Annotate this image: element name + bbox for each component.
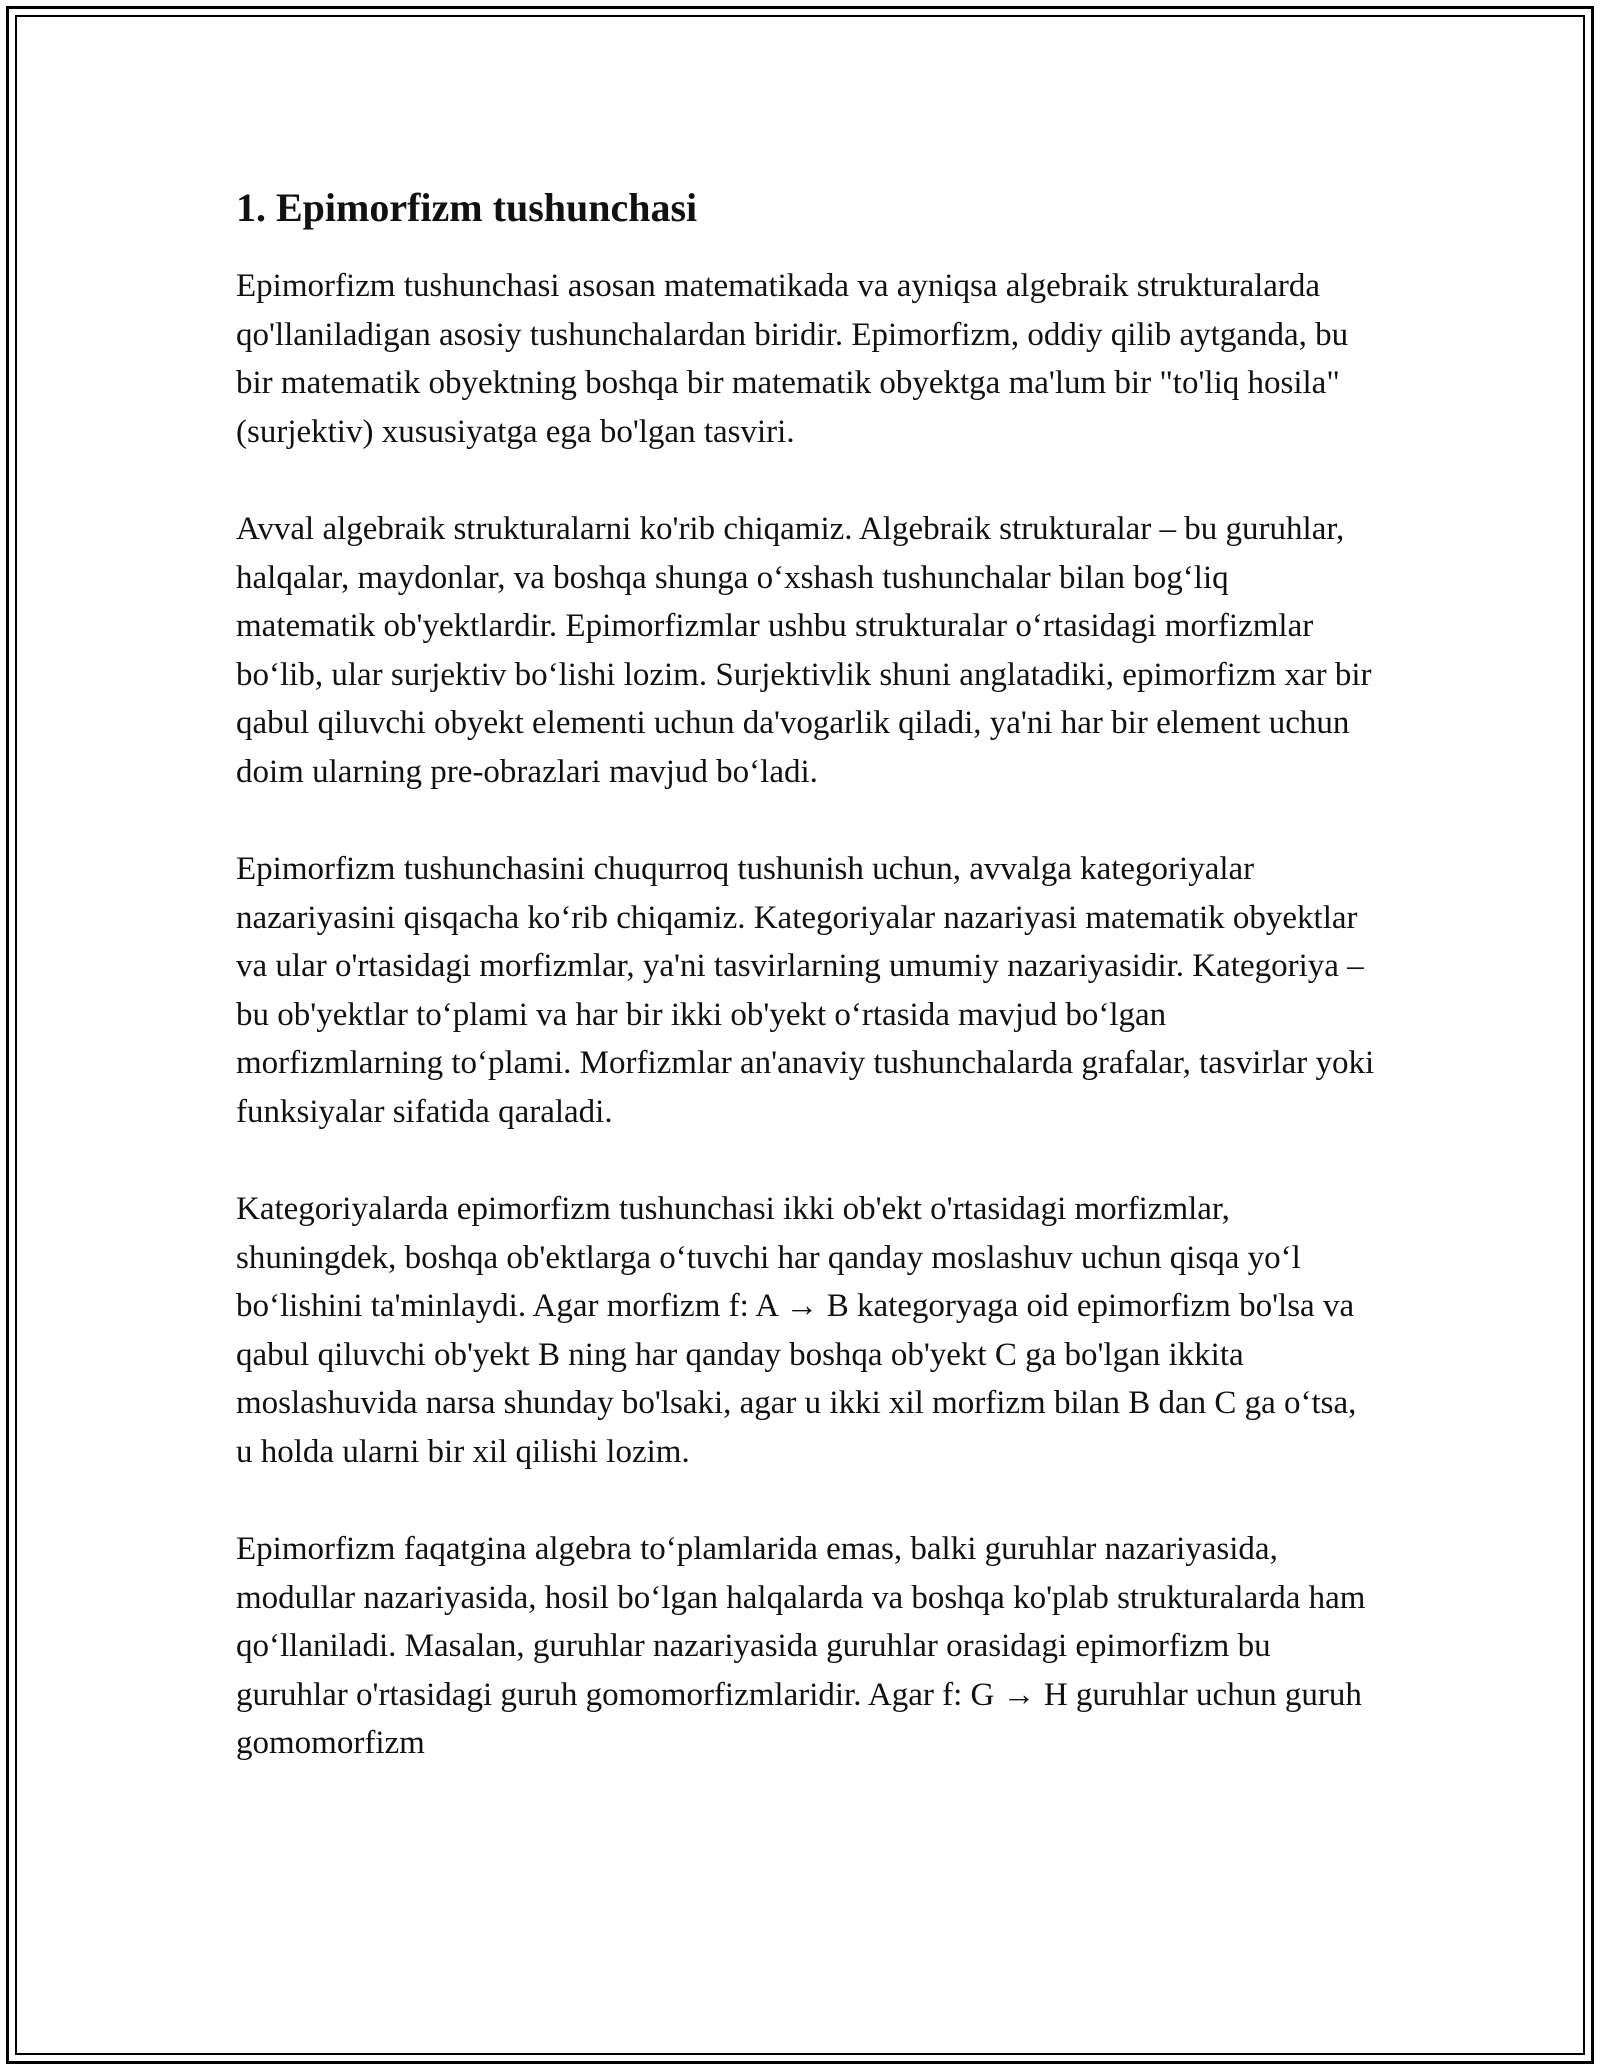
paragraph-3: Epimorfizm tushunchasini chuqurroq tushunish uchun, avvalga kategoriyalar nazariyasini qisqacha ko‘rib chiqamiz. Kategoriyalar nazariyasi matematik obyektlar va ular o'rtasidagi morfizmlar, ya'ni tasvirlarning umumiy nazariyasidir. Kategoriya – bu ob'yektlar to‘plami va har bir ikki ob'yekt o‘rtasida mavjud bo‘lgan morfizmlarning to‘plami. Morfizmlar an'anaviy tushunchalarda grafalar, tasvirlar yoki funksiyalar sifatida qaraladi. — [236, 851, 1375, 1130]
paragraph-1: Epimorfizm tushunchasi asosan matematikada va ayniqsa algebraik strukturalarda qo'llaniladigan asosiy tushunchalardan biridir. Epimorfizm, oddiy qilib aytganda, bu bir matematik obyektning boshqa bir matematik obyektga ma'lum bir "to'liq hosila" (surjektiv) xususiyatga ega bo'lgan tasviri. — [236, 268, 1349, 450]
document-body — [236, 184, 1376, 1817]
paragraph-2: Avval algebraik strukturalarni ko'rib chiqamiz. Algebraik strukturalar – bu guruhlar, halqalar, maydonlar, va boshqa shunga o‘xshash tushunchalar bilan bog‘liq matematik ob'yektlardir. Epimorfizmlar ushbu strukturalar o‘rtasidagi morfizmlar bo‘lib, ular surjektiv bo‘lishi lozim. Surjektivlik shuni anglatadiki, epimorfizm xar bir qabul qiluvchi obyekt elementi uchun da'vogarlik qiladi, ya'ni har bir element uchun doim ularning pre-obrazlari mavjud bo‘ladi. — [236, 511, 1372, 790]
paragraph-5: Epimorfizm faqatgina algebra to‘plamlarida emas, balki guruhlar nazariyasida, modullar nazariyasida, hosil bo‘lgan halqalarda va boshqa ko'plab strukturalarda ham qo‘llaniladi. Masalan, guruhlar nazariyasida guruhlar orasidagi epimorfizm bu guruhlar o'rtasidagi guruh gomomorfizmlaridir. Agar f: G → H guruhlar uchun guruh gomomorfizm — [236, 1531, 1366, 1761]
section-heading: 1. Epimorfizm tushunchasi — [236, 185, 698, 230]
paragraph-4: Kategoriyalarda epimorfizm tushunchasi ikki ob'ekt o'rtasidagi morfizmlar, shuningdek, boshqa ob'ektlarga o‘tuvchi har qanday moslashuv uchun qisqa yo‘l bo‘lishini ta'minlaydi. Agar morfizm f: A → B kategoryaga oid epimorfizm bo'lsa va qabul qiluvchi ob'yekt B ning har qanday boshqa ob'yekt C ga bo'lgan ikkita moslashuvida narsa shunday bo'lsaki, agar u ikki xil morfizm bilan B dan C ga o‘tsa, u holda ularni bir xil qilishi lozim. — [236, 1191, 1357, 1470]
